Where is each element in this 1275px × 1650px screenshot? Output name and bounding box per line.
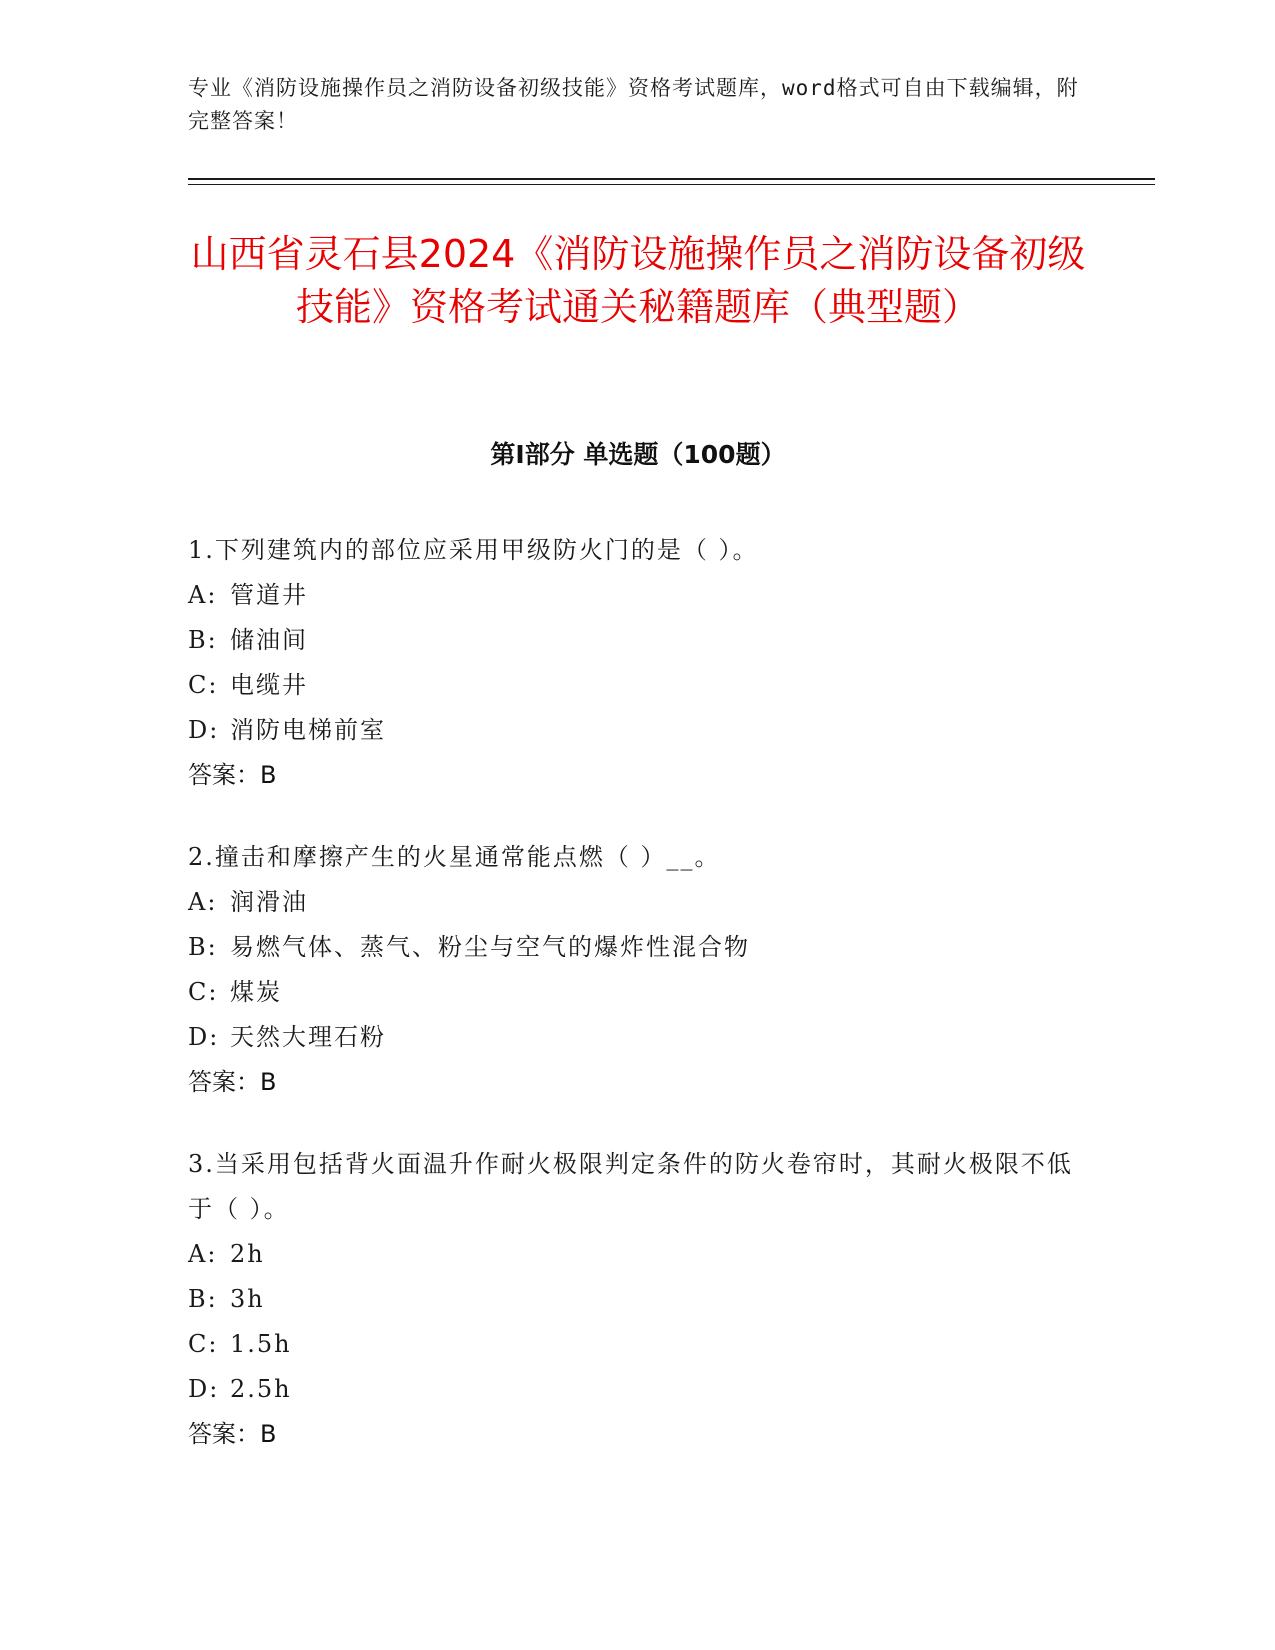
question-list [188,528,1088,1494]
header-note: 专业《消防设施操作员之消防设备初级技能》资格考试题库，word格式可自由下载编辑，附完整答案！ [188,76,1079,133]
answer: 答案：B [188,761,277,789]
option-text: 消防电梯前室 [230,716,386,744]
option-key: A: [188,888,218,916]
option-b [188,925,1088,970]
option-key: A: [188,1240,218,1268]
option-key: D: [188,1375,220,1403]
question-2 [188,835,1088,1105]
option-text: 煤炭 [230,978,282,1006]
option-b [188,1277,1088,1322]
option-key: B: [188,933,218,961]
question-3 [188,1142,1088,1457]
option-key: C: [188,1330,219,1358]
option-key: C: [188,671,219,699]
option-a [188,573,1088,618]
option-key: D: [188,1023,220,1051]
option-text: 管道井 [230,581,308,609]
section-title: 第I部分 单选题（100题） [490,440,786,469]
option-text: 1.5h [230,1330,292,1358]
option-text: 易燃气体、蒸气、粉尘与空气的爆炸性混合物 [230,933,750,961]
option-text: 储油间 [230,626,308,654]
answer: 答案：B [188,1068,277,1096]
question-1 [188,528,1088,798]
option-c [188,970,1088,1015]
option-c [188,1322,1088,1367]
option-d [188,1015,1088,1060]
option-c [188,663,1088,708]
question-stem: 3.当采用包括背火面温升作耐火极限判定条件的防火卷帘时，其耐火极限不低于（ ）。 [188,1150,1073,1223]
option-text: 天然大理石粉 [230,1023,386,1051]
option-key: B: [188,1285,218,1313]
header-divider-thick [188,178,1155,180]
header-divider-thin [188,184,1155,185]
option-key: B: [188,626,218,654]
option-a [188,1232,1088,1277]
option-text: 润滑油 [230,888,308,916]
option-key: C: [188,978,219,1006]
option-d [188,1367,1088,1412]
option-d [188,708,1088,753]
option-text: 3h [230,1285,265,1313]
question-stem: 1.下列建筑内的部位应采用甲级防火门的是（ ）。 [188,536,759,564]
option-a [188,880,1088,925]
option-key: A: [188,581,218,609]
option-b [188,618,1088,663]
option-text: 电缆井 [230,671,308,699]
option-text: 2.5h [230,1375,292,1403]
option-text: 2h [230,1240,265,1268]
option-key: D: [188,716,220,744]
answer: 答案：B [188,1420,277,1448]
document-title: 山西省灵石县2024《消防设施操作员之消防设备初级技能》资格考试通关秘籍题库（典型题） [190,232,1086,329]
question-stem: 2.撞击和摩擦产生的火星通常能点燃（ ）__。 [188,843,721,871]
